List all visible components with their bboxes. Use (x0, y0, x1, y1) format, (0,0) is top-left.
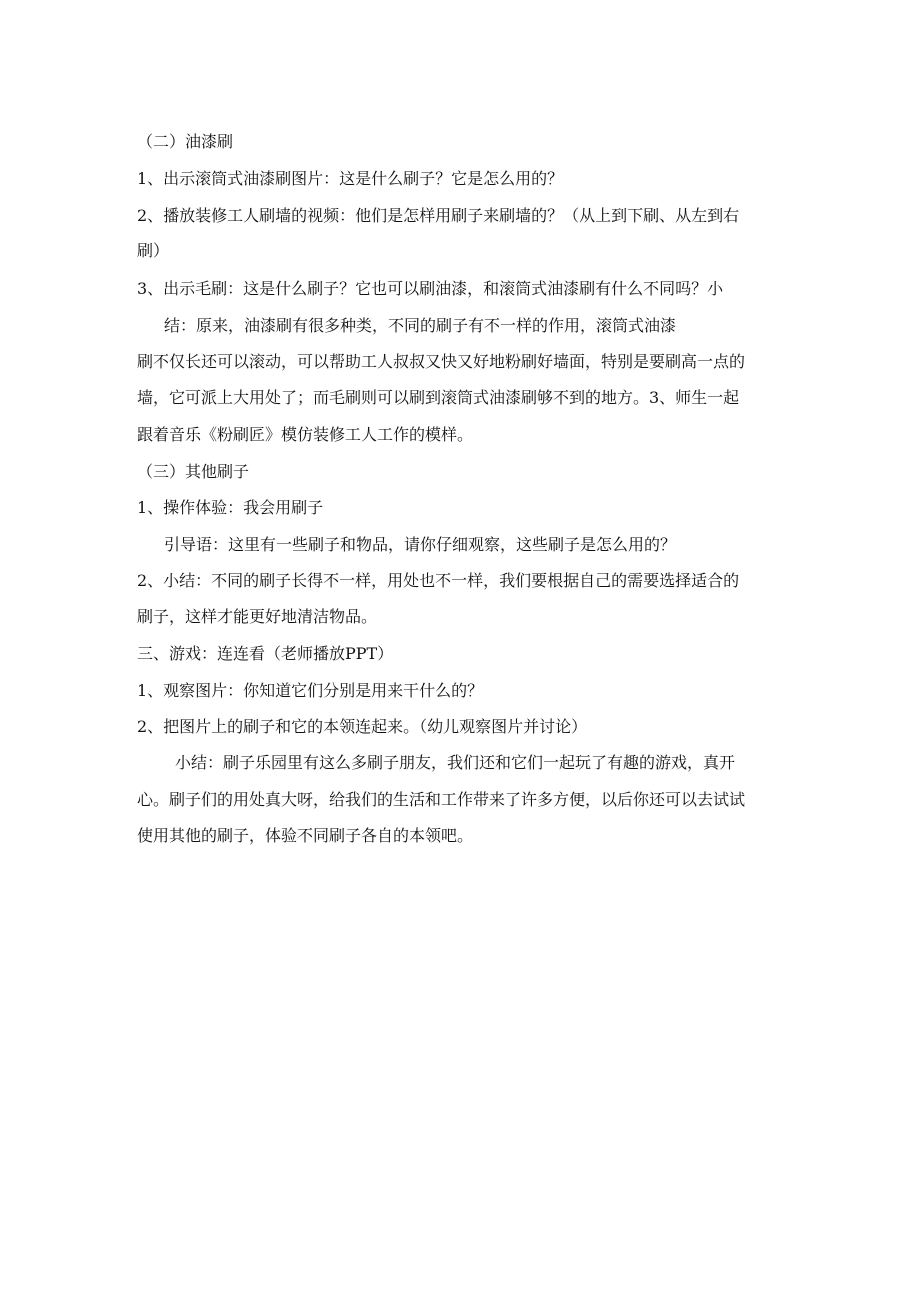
paragraph-line: 2、小结：不同的刷子长得不一样，用处也不一样，我们要根据自己的需要选择适合的 (137, 571, 740, 590)
paragraph-line: 1、出示滚筒式油漆刷图片：这是什么刷子？它是怎么用的？ (137, 169, 564, 188)
paragraph-line: 小结：刷子乐园里有这么多刷子朋友，我们还和它们一起玩了有趣的游戏，真开 (175, 753, 736, 772)
section-heading-game: 三、游戏：连连看（老师播放PPT） (137, 644, 394, 663)
paragraph-line: 跟着音乐《粉刷匠》模仿装修工人工作的模样。 (137, 425, 474, 444)
paragraph-line: 2、播放装修工人刷墙的视频：他们是怎样用刷子来刷墙的？（从上到下刷、从左到右 (137, 206, 740, 225)
paragraph-line: 刷子，这样才能更好地清洁物品。 (137, 607, 378, 626)
paragraph-line: 引导语：这里有一些刷子和物品，请你仔细观察，这些刷子是怎么用的？ (164, 535, 677, 554)
paragraph-line: 3、出示毛刷：这是什么刷子？它也可以刷油漆，和滚筒式油漆刷有什么不同吗？小 (137, 279, 724, 298)
section-heading-paint-brush: （二）油漆刷 (137, 132, 234, 151)
paragraph-line: 墙，它可派上大用处了；而毛刷则可以刷到滚筒式油漆刷够不到的地方。3、师生一起 (137, 388, 740, 407)
paragraph-line: 2、把图片上的刷子和它的本领连起来。（幼儿观察图片并讨论） (137, 717, 588, 736)
section-heading-other-brushes: （三）其他刷子 (137, 462, 250, 481)
paragraph-line: 使用其他的刷子，体验不同刷子各自的本领吧。 (137, 826, 474, 845)
paragraph-line: 结：原来，油漆刷有很多种类，不同的刷子有不一样的作用，滚筒式油漆 (164, 316, 677, 335)
paragraph-line: 1、操作体验：我会用刷子 (137, 498, 324, 517)
paragraph-line: 1、观察图片：你知道它们分别是用来干什么的？ (137, 681, 484, 700)
paragraph-line: 刷） (137, 241, 170, 260)
paragraph-line: 心。刷子们的用处真大呀，给我们的生活和工作带来了许多方便，以后你还可以去试试 (137, 790, 746, 809)
paragraph-line: 刷不仅长还可以滚动，可以帮助工人叔叔又快又好地粉刷好墙面，特别是要刷高一点的 (137, 352, 746, 371)
